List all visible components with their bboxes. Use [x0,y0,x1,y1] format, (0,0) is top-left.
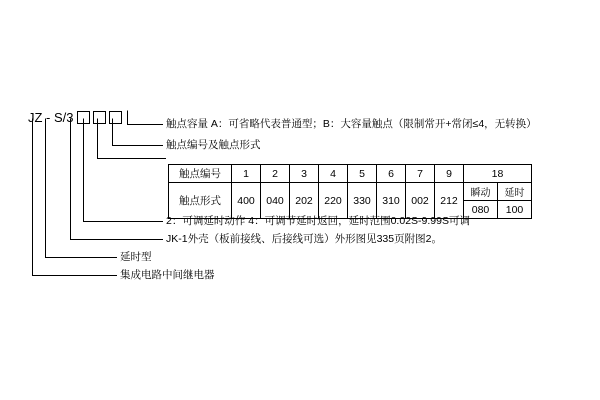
contact-form-4: 220 [319,183,348,219]
annotation-shell: JK-1外壳（板前接线、后接线可选）外形图见335页附图2。 [166,233,442,245]
row-label-contact-number: 触点编号 [169,165,232,183]
contact-form-9: 212 [435,183,464,219]
contact-number-2: 2 [261,165,290,183]
table-row-subheaders [169,183,532,201]
annotation-contact-code: 触点编号及触点形式 [166,139,261,151]
contact-number-3: 3 [290,165,319,183]
subheader-delay: 延时 [498,183,532,201]
contact-number-4: 4 [319,165,348,183]
annotation-product: 集成电路中间继电器 [120,269,215,281]
contact-number-1: 1 [232,165,261,183]
contact-number-9: 9 [435,165,464,183]
contact-form-6: 310 [377,183,406,219]
model-code [28,110,122,125]
model-box-2 [93,111,106,124]
contact-number-7: 7 [406,165,435,183]
model-box-3 [109,111,122,124]
model-prefix: JZ - S/3 [28,110,74,125]
contact-number-18: 18 [464,165,532,183]
contact-form-2: 040 [261,183,290,219]
subheader-instant: 瞬动 [464,183,498,201]
row-label-contact-form: 触点形式 [169,183,232,219]
annotation-delay-type: 延时型 [120,251,152,263]
contact-form-1: 400 [232,183,261,219]
contact-form-delay: 100 [498,201,532,219]
spec-table [168,164,532,219]
contact-number-6: 6 [377,165,406,183]
contact-form-5: 330 [348,183,377,219]
contact-form-instant: 080 [464,201,498,219]
annotation-capacity: 触点容量 A：可省略代表普通型；B：大容量触点（限制常开+常闭≤4，无转换） [166,118,537,130]
spec-table-wrapper [168,164,532,219]
table-row-contact-number [169,165,532,183]
model-box-1 [77,111,90,124]
contact-form-3: 202 [290,183,319,219]
contact-form-7: 002 [406,183,435,219]
contact-number-5: 5 [348,165,377,183]
annotation-adjust: 2：可调延时动作 4：可调节延时返回，延时范围0.02S-9.99S可调 [166,215,470,227]
